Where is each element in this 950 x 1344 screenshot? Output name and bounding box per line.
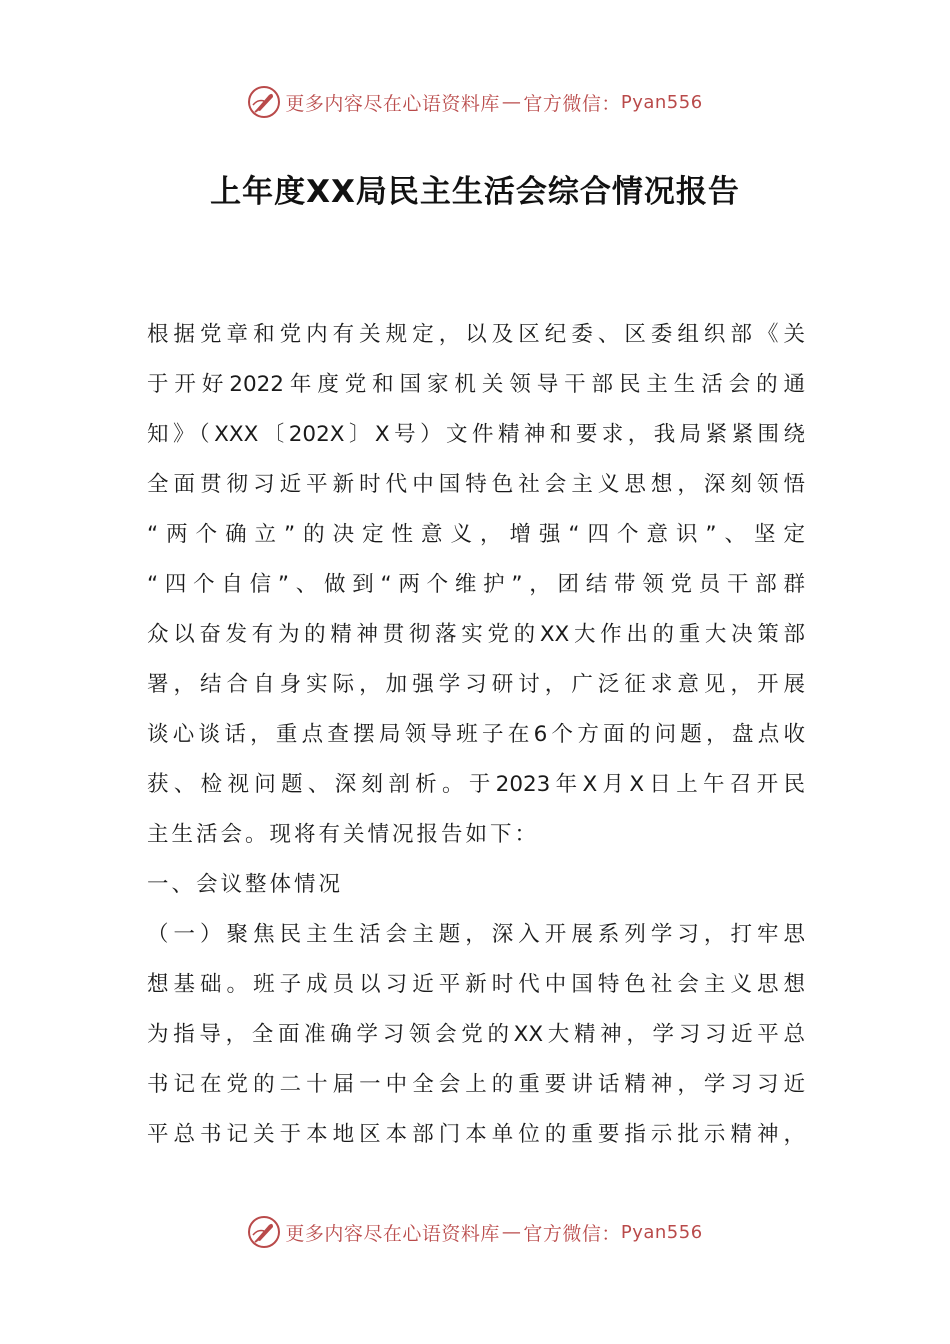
body-line: 为指导，全面准确学习领会党的XX大精神，学习习近平总 <box>147 1022 805 1047</box>
document-body <box>147 310 805 1160</box>
watermark-wechat-id: Pyan556 <box>620 91 703 113</box>
body-line: 获、检视问题、深刻剖析。于2023年X月X日上午召开民 <box>147 772 805 797</box>
watermark-wechat-id: Pyan556 <box>620 1221 703 1243</box>
body-line: 全面贯彻习近平新时代中国特色社会主义思想，深刻领悟 <box>147 472 805 497</box>
body-line: 知》（XXX〔202X〕X号）文件精神和要求，我局紧紧围绕 <box>147 422 805 447</box>
body-line: 署，结合自身实际，加强学习研讨，广泛征求意见，开展 <box>147 672 805 697</box>
body-line: 于开好2022年度党和国家机关领导干部民主生活会的通 <box>147 372 805 397</box>
watermark-text: 更多内容尽在心语资料库 <box>285 1222 500 1245</box>
body-line: 想基础。班子成员以习近平新时代中国特色社会主义思想 <box>147 972 805 997</box>
watermark-footer <box>0 1212 950 1252</box>
watermark-wechat-label: 官方微信： <box>523 92 621 115</box>
quill-pen-logo-icon <box>247 1215 281 1249</box>
body-line: 书记在党的二十届一中全会上的重要讲话精神，学习习近 <box>147 1072 805 1097</box>
body-line: 平总书记关于本地区本部门本单位的重要指示批示精神， <box>147 1122 805 1147</box>
body-line: 谈心谈话，重点查摆局领导班子在6个方面的问题，盘点收 <box>147 722 805 747</box>
document-title: 上年度XX局民主生活会综合情况报告 <box>210 174 740 210</box>
watermark-header <box>0 82 950 122</box>
body-line: 众以奋发有为的精神贯彻落实党的XX大作出的重大决策部 <box>147 622 805 647</box>
watermark-wechat-label: 官方微信： <box>523 1222 621 1245</box>
body-line: 主生活会。现将有关情况报告如下： <box>147 822 540 847</box>
watermark-separator: — <box>501 1221 522 1243</box>
watermark-separator: — <box>501 91 522 113</box>
body-line: “两个确立”的决定性意义，增强“四个意识”、坚定 <box>147 522 805 547</box>
quill-pen-logo-icon <box>247 85 281 119</box>
body-line: （一）聚焦民主生活会主题，深入开展系列学习，打牢思 <box>147 922 805 947</box>
watermark-text: 更多内容尽在心语资料库 <box>285 92 500 115</box>
section-heading: 一、会议整体情况 <box>147 872 344 897</box>
body-line: “四个自信”、做到“两个维护”，团结带领党员干部群 <box>147 572 805 597</box>
body-line: 根据党章和党内有关规定，以及区纪委、区委组织部《关 <box>147 322 805 347</box>
